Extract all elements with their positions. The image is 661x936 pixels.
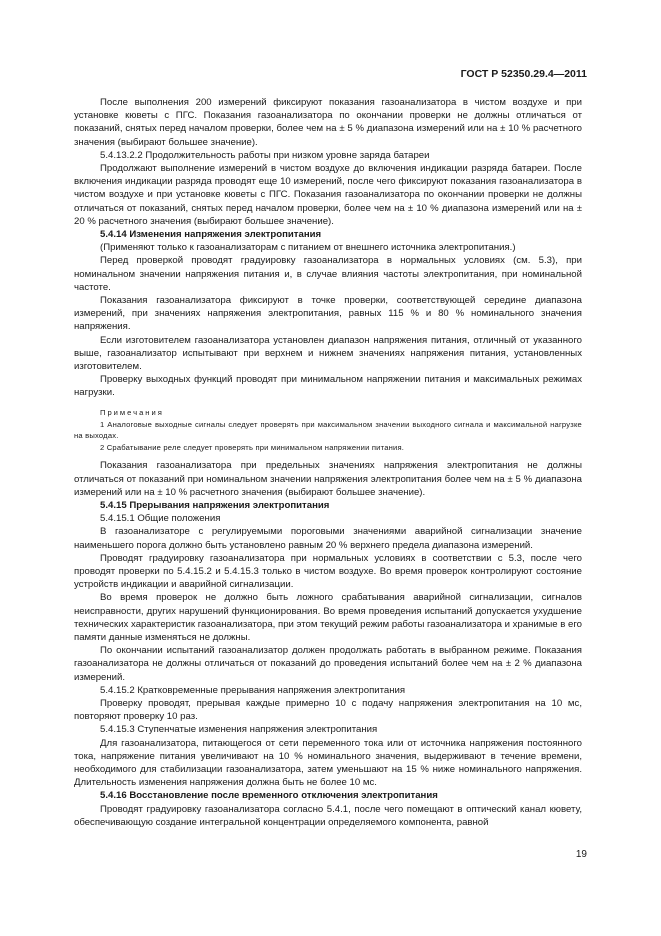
section-heading: 5.4.14 Изменения напряжения электропитания [100, 229, 322, 241]
paragraph: Показания газоанализатора при предельных значениях напряжения электропитания не должны отличаться от показаний при номинальном значении напряжения электропитания более чем на ± 5 % диапазона измерений или на ± 10 % расчетного значения (выбирают большее значение). [74, 460, 582, 498]
paragraph: По окончании испытаний газоанализатор должен продолжать работать в выбранном режиме. Показания газоанализатора не должны отличаться от показаний до проведения испытаний более чем на ± 2 % диапазона измерений. [74, 645, 582, 683]
paragraph: Для газоанализатора, питающегося от сети переменного тока или от источника напряжения постоянного тока, напряжение питания увеличивают на 10 % номинального значения, выдерживают в течение времени, необходимого для стабилизации газоанализатора, затем уменьшают на 15 % ниже номинального напряжения. Длительность изменения напряжения должна быть не более 10 мс. [74, 737, 582, 789]
paragraph: Проверку проводят, прерывая каждые примерно 10 с подачу напряжения электропитания на 10 мс, повторяют проверку 10 раз. [74, 698, 582, 723]
body-text [74, 96, 582, 829]
subsection-heading: 5.4.15.2 Кратковременные прерывания напряжения электропитания [100, 684, 406, 696]
subsection-heading: 5.4.15.1 Общие положения [100, 513, 221, 525]
subsection-heading: 5.4.13.2.2 Продолжительность работы при низком уровне заряда батареи [100, 149, 430, 161]
paragraph: Проводят градуировку газоанализатора при нормальных условиях в соответствии с 5.3, после чего проводят проверки по 5.4.15.2 и 5.4.15.3 только в чистом воздухе. Во время проверок контролируют состояние устройств индикации и аварийной сигнализации. [74, 552, 582, 591]
paragraph: Во время проверок не должно быть ложного срабатывания аварийной сигнализации, сигналов неисправности, других нарушений функционирования. Во время проведения испытаний допускается ухудшение технических характеристик газоанализатора, при этом текущий режим работы газоанализатора и хранимые в его памяти данные изменяться не должны. [74, 592, 582, 644]
paragraph: Если изготовителем газоанализатора установлен диапазон напряжения питания, отличный от указанного выше, газоанализатор испытывают при верхнем и нижнем значениях напряжения питания, установленных изготовителем. [74, 334, 582, 373]
note-item: 2 Срабатывание реле следует проверять при минимальном напряжении питания. [100, 442, 405, 452]
paragraph: Перед проверкой проводят градуировку газоанализатора в нормальных условиях (см. 5.3), при номинальном значении напряжения питания и, в случае влияния частоты электропитания, при номинальной частоте. [74, 255, 582, 293]
paragraph: Проверку выходных функций проводят при минимальном напряжении питания и максимальных режимах нагрузки. [74, 374, 582, 399]
note-item: 1 Аналоговые выходные сигналы следует проверять при максимальном значении выходного сигнала и максимальной нагрузке на выходах. [74, 419, 582, 441]
page-number: 19 [575, 849, 587, 860]
paragraph: Показания газоанализатора фиксируют в точке проверки, соответствующей середине диапазона измерений, при значениях напряжения электропитания, равных 115 % и 80 % номинального значения напряжения. [74, 295, 582, 333]
standard-id: ГОСТ Р 52350.29.4—2011 [460, 68, 587, 80]
paragraph: (Применяют только к газоанализаторам с питанием от внешнего источника электропитания.) [100, 242, 516, 254]
paragraph: После выполнения 200 измерений фиксируют показания газоанализатора в чистом воздухе и при установке кюветы с ПГС. Показания газоанализатора по окончании проверки не должны отличаться от показаний, снятых перед началом проверки, более чем на ± 5 % диапазона измерений или на ± 10 % расчетного значения (выбирают большее значение). [74, 97, 582, 148]
notes-title: Примечания [100, 407, 164, 417]
section-heading: 5.4.16 Восстановление после временного отключения электропитания [100, 790, 438, 802]
paragraph: Проводят градуировку газоанализатора согласно 5.4.1, после чего помещают в оптический канал кювету, обеспечивающую создание интегральной концентрации определяемого компонента, равной [74, 803, 582, 828]
paragraph: Продолжают выполнение измерений в чистом воздухе до включения индикации разряда батареи. После включения индикации разряда проводят еще 10 измерений, после чего фиксируют показания газоанализатора в чистом воздухе и при установке кюветы с ПГС. Показания газоанализатора по окончании проверки не должны отличаться от показаний, снятых перед началом проверки, более чем на ± 10 % диапазона измерений или на ± 20 % расчетного значения (выбирают большее значение). [74, 163, 582, 227]
section-heading: 5.4.15 Прерывания напряжения электропитания [100, 499, 330, 511]
paragraph: В газоанализаторе с регулируемыми пороговыми значениями аварийной сигнализации значение наименьшего порога должно быть установлено равным 20 % верхнего предела диапазона измерений. [74, 526, 582, 551]
subsection-heading: 5.4.15.3 Ступенчатые изменения напряжения электропитания [100, 724, 378, 736]
